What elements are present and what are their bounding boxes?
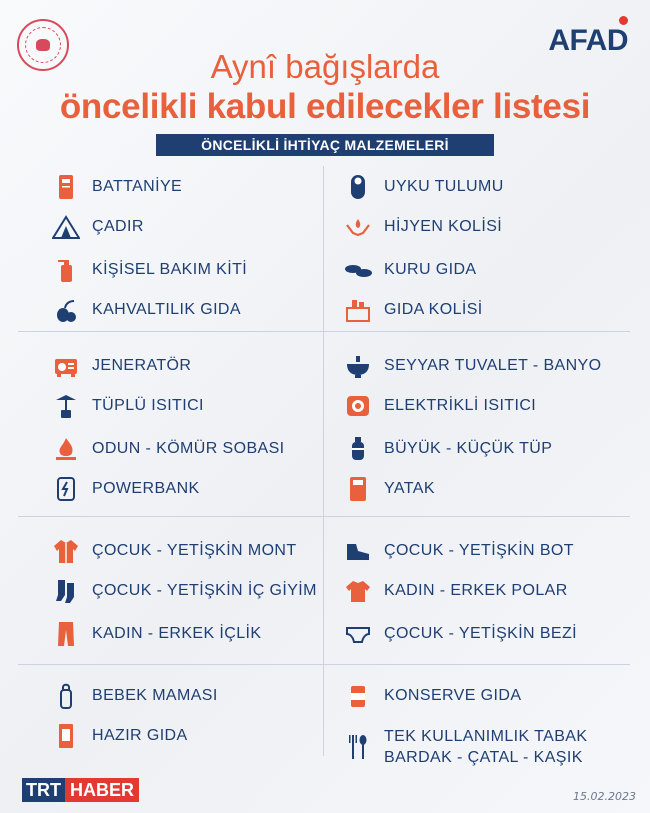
item-label: HİJYEN KOLİSİ [384, 218, 503, 235]
item-label: JENERATÖR [92, 357, 192, 374]
publish-date: 15.02.2023 [573, 790, 636, 803]
blanket-icon [52, 173, 80, 201]
list-item [344, 172, 504, 202]
food-box-icon [344, 296, 372, 324]
list-item [52, 681, 218, 711]
care-kit-icon [52, 256, 80, 284]
list-item [52, 172, 182, 202]
list-item [344, 391, 536, 421]
powerbank-icon [52, 475, 80, 503]
item-label: ÇOCUK - YETİŞKİN İÇ GİYİM [92, 582, 317, 599]
list-item [344, 536, 574, 566]
boot-icon [344, 537, 372, 565]
item-label: KADIN - ERKEK İÇLİK [92, 625, 262, 642]
item-label: ÇOCUK - YETİŞKİN BOT [384, 542, 574, 559]
hygiene-icon [344, 213, 372, 241]
afad-logo: AFAD [548, 24, 628, 57]
tent-icon [52, 213, 80, 241]
list-item [344, 351, 601, 381]
fleece-icon [344, 577, 372, 605]
list-item [344, 295, 483, 325]
list-item [52, 351, 191, 381]
trt-haber-logo [22, 778, 139, 802]
list-item [52, 721, 188, 751]
list-item [52, 212, 144, 242]
list-item [52, 536, 297, 566]
item-label: YATAK [384, 480, 435, 497]
list-item [344, 255, 477, 285]
list-item [52, 434, 285, 464]
item-label: KİŞİSEL BAKIM KİTİ [92, 261, 248, 278]
item-label: ÇOCUK - YETİŞKİN BEZİ [384, 625, 578, 642]
dry-food-icon [344, 256, 372, 284]
item-label: KADIN - ERKEK POLAR [384, 582, 568, 599]
list-item [52, 255, 247, 285]
cutlery-icon [344, 733, 372, 761]
item-label: TEK KULLANIMLIK TABAK [384, 728, 588, 745]
gas-cylinder-icon [344, 435, 372, 463]
item-label: ÇOCUK - YETİŞKİN MONT [92, 542, 297, 559]
item-label: KURU GIDA [384, 261, 477, 278]
list-item [344, 576, 568, 606]
item-label: GIDA KOLİSİ [384, 301, 483, 318]
title-line-2: öncelikli kabul edilecekler listesi [59, 87, 591, 126]
gas-heater-icon [52, 392, 80, 420]
baby-bottle-icon [52, 682, 80, 710]
toilet-icon [344, 352, 372, 380]
item-label: ELEKTRİKLİ ISITICI [384, 397, 537, 414]
canned-food-icon [344, 682, 372, 710]
divider [18, 516, 630, 517]
item-label: POWERBANK [92, 480, 200, 497]
list-item [344, 434, 552, 464]
thermal-icon [52, 620, 80, 648]
item-label: SEYYAR TUVALET - BANYO [384, 357, 602, 374]
list-item [344, 619, 577, 649]
item-label: BÜYÜK - KÜÇÜK TÜP [384, 440, 553, 457]
electric-heater-icon [344, 392, 372, 420]
item-label: BARDAK - ÇATAL - KAŞIK [384, 749, 583, 766]
section-banner: ÖNCELİKLİ İHTİYAÇ MALZEMELERİ [156, 134, 494, 156]
item-label: KAHVALTILIK GIDA [92, 301, 241, 318]
item-label: TÜPLÜ ISITICI [92, 397, 204, 414]
item-label: KONSERVE GIDA [384, 687, 522, 704]
list-item [52, 576, 317, 606]
generator-icon [52, 352, 80, 380]
item-label: UYKU TULUMU [384, 178, 504, 195]
haber-logo-part: HABER [65, 778, 139, 802]
list-item [344, 474, 435, 504]
list-item [344, 212, 502, 242]
divider [18, 331, 630, 332]
underwear-icon [52, 577, 80, 605]
list-item [344, 681, 521, 711]
list-item [52, 619, 261, 649]
stove-icon [52, 435, 80, 463]
sleeping-bag-icon [344, 173, 372, 201]
list-item [52, 391, 204, 421]
trt-logo-part: TRT [22, 778, 65, 802]
item-label: BATTANİYE [92, 178, 183, 195]
title-line-1: Aynî bağışlarda [210, 48, 440, 85]
diaper-icon [344, 620, 372, 648]
list-item [344, 724, 587, 770]
divider [18, 664, 630, 665]
list-item [52, 474, 200, 504]
divider-vertical [323, 166, 324, 756]
item-label: BEBEK MAMASI [92, 687, 218, 704]
item-label: ODUN - KÖMÜR SOBASI [92, 440, 285, 457]
breakfast-icon [52, 296, 80, 324]
coat-icon [52, 537, 80, 565]
item-label: HAZIR GIDA [92, 727, 188, 744]
list-item [52, 295, 241, 325]
ready-food-icon [52, 722, 80, 750]
item-label: ÇADIR [92, 218, 144, 235]
bed-icon [344, 475, 372, 503]
